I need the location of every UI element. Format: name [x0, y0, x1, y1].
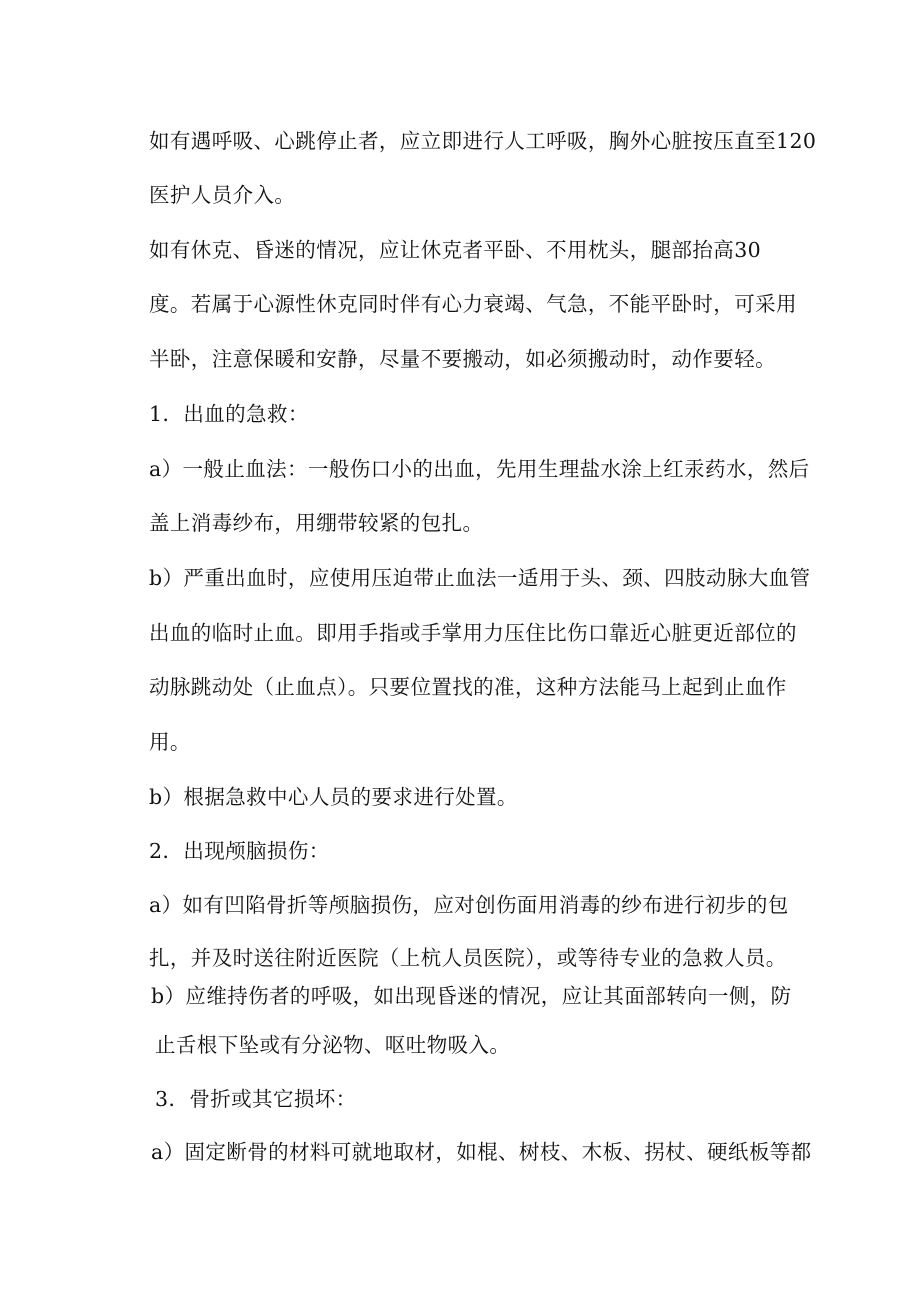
text-line: a）一般止血法：一般伤口小的出血，先用生理盐水涂上红汞药水，然后: [149, 457, 810, 481]
text-line: 扎，并及时送往附近医院（上杭人员医院），或等待专业的急救人员。: [149, 946, 787, 970]
text-line: 出血的临时止血。即用手指或手掌用力压住比伤口靠近心脏更近部位的: [149, 621, 797, 645]
text-line: 度。若属于心源性休克同时伴有心力衰竭、气急，不能平卧时，可采用: [149, 292, 797, 316]
text-line: 1．出血的急救：: [149, 402, 309, 426]
text-line: b）严重出血时，应使用压迫带止血法一适用于头、颈、四肢动脉大血管: [149, 566, 811, 590]
text-line: 如有遇呼吸、心跳停止者，应立即进行人工呼吸，胸外心脏按压直至120: [149, 129, 817, 153]
text-line: 3．骨折或其它损坏：: [155, 1087, 357, 1111]
text-line: a）如有凹陷骨折等颅脑损伤，应对创伤面用消毒的纱布进行初步的包: [149, 893, 789, 917]
text-line: 如有休克、昏迷的情况，应让休克者平卧、不用枕头，腿部抬高30: [149, 238, 762, 262]
text-line: 止舌根下坠或有分泌物、呕吐物吸入。: [155, 1033, 511, 1057]
text-line: 盖上消毒纱布，用绷带较紧的包扎。: [149, 511, 484, 535]
text-line: 医护人员介入。: [149, 183, 296, 207]
text-line: 动脉跳动处（止血点）。只要位置找的准，这种方法能马上起到止血作: [149, 675, 787, 699]
text-line: b）根据急救中心人员的要求进行处置。: [149, 785, 518, 809]
text-line: 2．出现颅脑损伤：: [149, 839, 330, 863]
text-line: b）应维持伤者的呼吸，如出现昏迷的情况，应让其面部转向一侧，防: [151, 984, 792, 1008]
text-line: 用。: [149, 730, 191, 754]
text-line: 半卧，注意保暖和安静，尽量不要搬动，如必须搬动时，动作要轻。: [149, 347, 776, 371]
text-line: a）固定断骨的材料可就地取材，如棍、树枝、木板、拐杖、硬纸板等都: [151, 1140, 812, 1164]
